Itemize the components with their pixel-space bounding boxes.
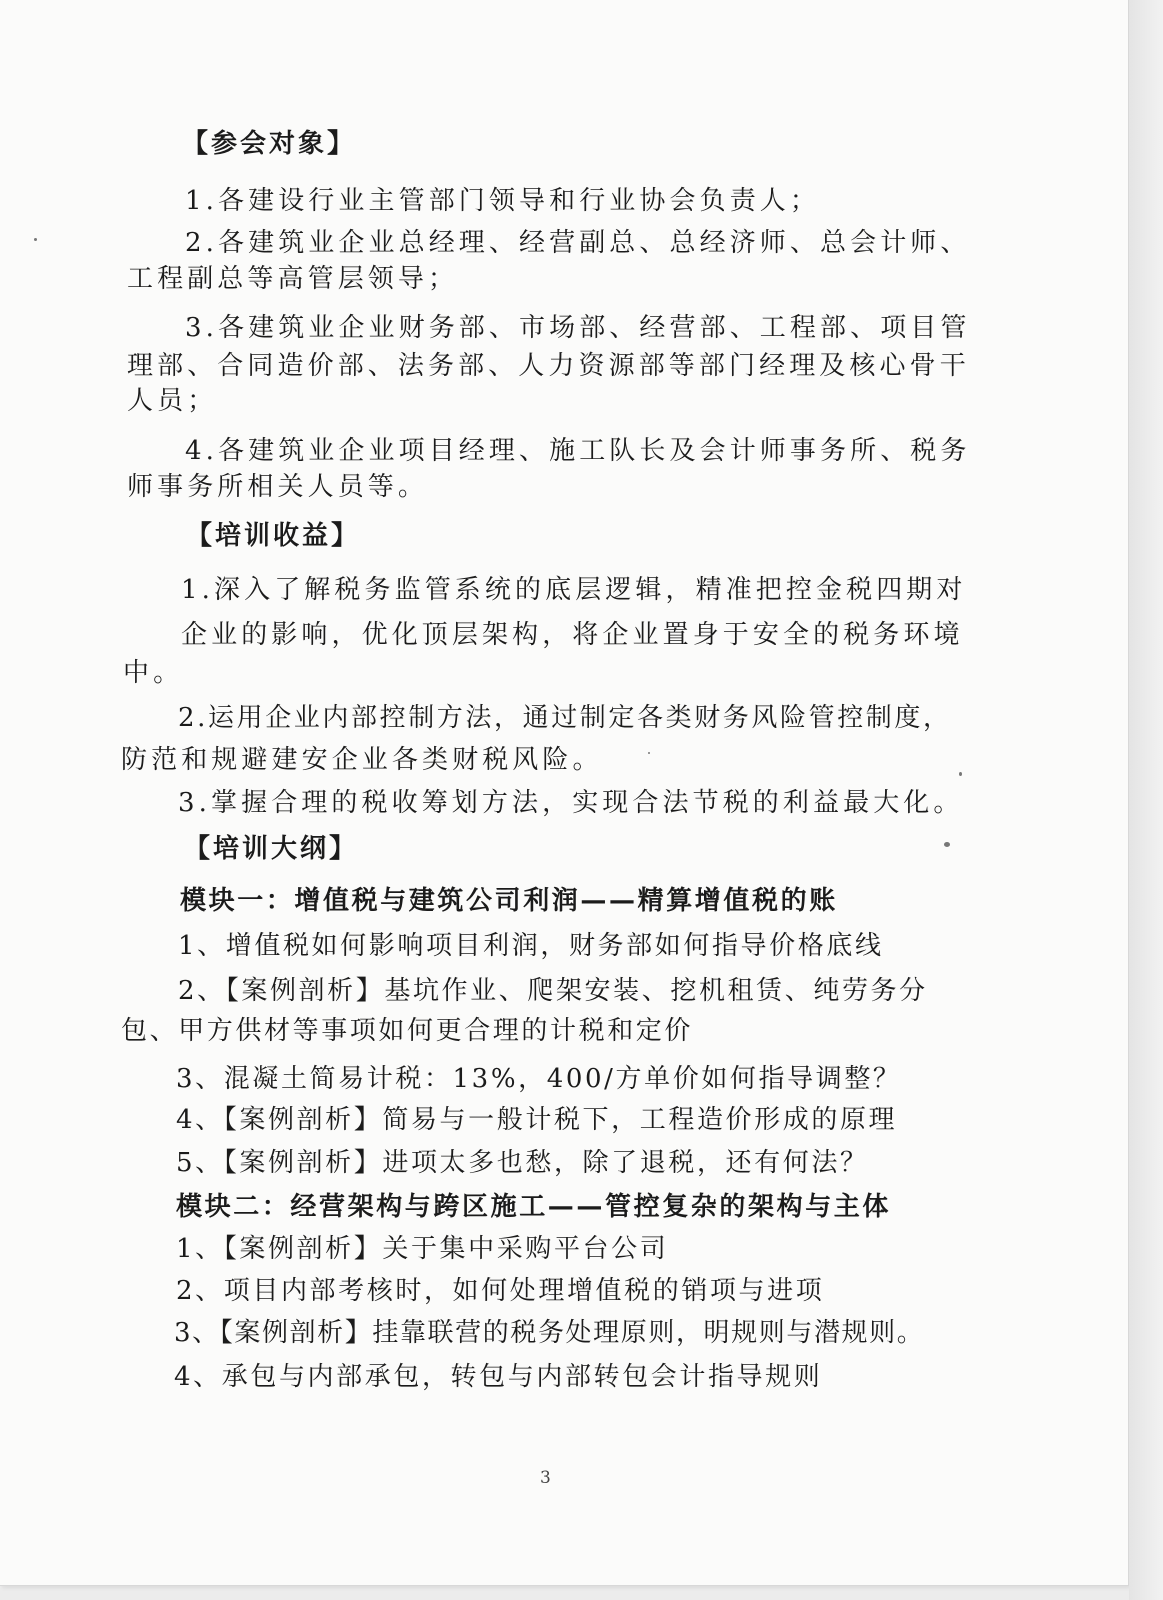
benefits-item-1-line-2: 企业的影响，优化顶层架构，将企业置身于安全的税务环境 (181, 620, 964, 650)
attendees-item-3-line-1: 3.各建筑业企业财务部、市场部、经营部、工程部、项目管 (185, 313, 971, 343)
attendees-item-3-line-2: 理部、合同造价部、法务部、人力资源部等部门经理及核心骨干 (127, 351, 970, 381)
benefits-item-1-line-1: 1.深入了解税务监管系统的底层逻辑，精准把控金税四期对 (181, 575, 967, 605)
scan-speck (34, 238, 37, 241)
module-2-item-1: 1、【案例剖析】关于集中采购平台公司 (176, 1234, 669, 1264)
benefits-item-2-line-1: 2.运用企业内部控制方法，通过制定各类财务风险管控制度， (178, 703, 952, 733)
module-1-item-3: 3、混凝土简易计税：13%，400/方单价如何指导调整？ (176, 1064, 902, 1094)
module-1-item-2-line-2: 包、甲方供材等事项如何更合理的计税和定价 (121, 1016, 694, 1046)
benefits-item-1-line-3: 中。 (123, 658, 184, 688)
benefits-item-2-line-2: 防范和规避建安企业各类财税风险。 (121, 745, 603, 775)
module-2-item-2: 2、项目内部考核时，如何处理增值税的销项与进项 (176, 1276, 825, 1306)
benefits-item-3: 3.掌握合理的税收筹划方法，实现合法节税的利益最大化。 (178, 788, 964, 818)
attendees-item-3-line-3: 人员； (127, 386, 218, 416)
module-1-item-2-line-1: 2、【案例剖析】基坑作业、爬架安装、挖机租赁、纯劳务分 (178, 976, 928, 1006)
attendees-item-2-line-1: 2.各建筑业企业总经理、经营副总、总经济师、总会计师、 (185, 228, 971, 258)
attendees-item-1: 1.各建设行业主管部门领导和行业协会负责人； (185, 186, 821, 216)
module-1-item-1: 1、增值税如何影响项目利润，财务部如何指导价格底线 (178, 931, 884, 961)
scan-speck (959, 772, 962, 776)
attendees-item-4-line-1: 4.各建筑业企业项目经理、施工队长及会计师事务所、税务 (185, 436, 971, 466)
attendees-item-2-line-2: 工程副总等高管层领导； (127, 264, 459, 294)
scan-edge (1129, 0, 1163, 1600)
module-2-item-4: 4、承包与内部承包，转包与内部转包会计指导规则 (174, 1362, 823, 1392)
scan-speck (648, 752, 650, 754)
attendees-item-4-line-2: 师事务所相关人员等。 (127, 472, 429, 502)
module-2-item-3: 3、【案例剖析】挂靠联营的税务处理原则，明规则与潜规则。 (174, 1318, 925, 1348)
benefits-heading: 【培训收益】 (186, 521, 361, 551)
outline-heading: 【培训大纲】 (184, 834, 359, 864)
scan-speck (944, 842, 950, 847)
module-1-title: 模块一：增值税与建筑公司利润——精算增值税的账 (180, 886, 838, 916)
page-number: 3 (540, 1468, 551, 1488)
module-1-item-5: 5、【案例剖析】进项太多也愁，除了退税，还有何法？ (176, 1148, 869, 1178)
module-2-title: 模块二：经营架构与跨区施工——管控复杂的架构与主体 (176, 1192, 892, 1222)
module-1-item-4: 4、【案例剖析】简易与一般计税下，工程造价形成的原理 (176, 1105, 898, 1135)
attendees-heading: 【参会对象】 (182, 129, 357, 159)
